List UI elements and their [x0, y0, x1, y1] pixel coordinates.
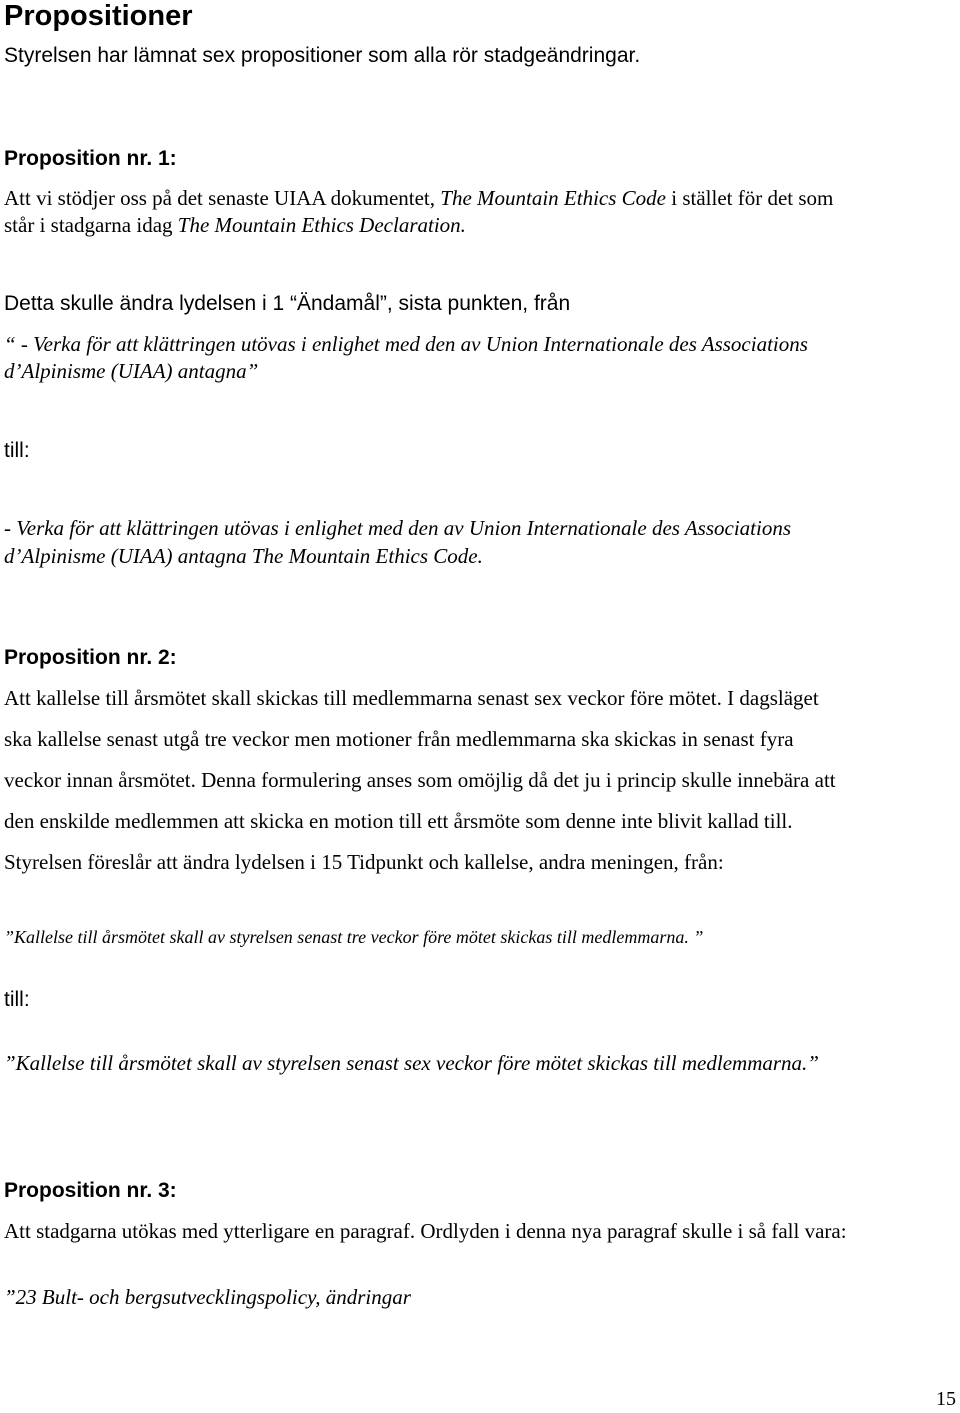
proposition-1-to-quote-line-2: d’Alpinisme (UIAA) antagna The Mountain Ethics Code.	[4, 544, 483, 568]
intro-paragraph: Styrelsen har lämnat sex propositioner som alla rör stadgeändringar.	[4, 44, 641, 67]
proposition-2-line-3: veckor innan årsmötet. Denna formulering anses som omöjlig då det ju i princip skulle innebära att	[4, 768, 836, 792]
proposition-2-from-quote: ”Kallelse till årsmötet skall av styrelsen senast tre veckor före mötet skickas till medlemmarna. ”	[4, 927, 704, 947]
mountain-ethics-declaration-title: The Mountain Ethics Declaration.	[177, 213, 466, 237]
page-number: 15	[936, 1388, 956, 1410]
proposition-1-change-statement: Detta skulle ändra lydelsen i 1 “Ändamål”, sista punkten, från	[4, 292, 571, 315]
proposition-1-text-line-1	[4, 186, 833, 211]
proposition-2-line-5: Styrelsen föreslår att ändra lydelsen i 15 Tidpunkt och kallelse, andra meningen, från:	[4, 850, 724, 874]
proposition-1-from-quote-line-1: “ - Verka för att klättringen utövas i enlighet med den av Union Internationale des Associations	[4, 332, 808, 356]
proposition-1-text-end: i stället för det som	[671, 186, 834, 210]
proposition-1-text-start: Att vi stödjer oss på det senaste UIAA dokumentet,	[4, 186, 436, 210]
proposition-3-quote: ”23 Bult- och bergsutvecklingspolicy, ändringar	[4, 1285, 411, 1309]
mountain-ethics-code-title: The Mountain Ethics Code	[440, 186, 666, 210]
proposition-1-heading: Proposition nr. 1:	[4, 147, 177, 170]
proposition-3-text: Att stadgarna utökas med ytterligare en paragraf. Ordlyden i denna nya paragraf skulle i så fall vara:	[4, 1219, 847, 1243]
page-title: Propositioner	[4, 0, 193, 32]
proposition-1-text-line-2	[4, 213, 466, 238]
proposition-1-text-line-2-start: står i stadgarna idag	[4, 213, 173, 237]
proposition-3-heading: Proposition nr. 3:	[4, 1179, 177, 1202]
proposition-2-line-1: Att kallelse till årsmötet skall skickas till medlemmarna senast sex veckor före mötet. I dagsläget	[4, 686, 819, 710]
proposition-2-heading: Proposition nr. 2:	[4, 646, 177, 669]
proposition-2-till-label: till:	[4, 988, 30, 1011]
proposition-1-from-quote-line-2: d’Alpinisme (UIAA) antagna”	[4, 359, 259, 383]
proposition-2-line-4: den enskilde medlemmen att skicka en motion till ett årsmöte som denne inte blivit kallad till.	[4, 809, 793, 833]
proposition-1-to-quote-line-1: - Verka för att klättringen utövas i enlighet med den av Union Internationale des Associations	[4, 516, 791, 540]
proposition-2-line-2: ska kallelse senast utgå tre veckor men motioner från medlemmarna ska skickas in senast fyra	[4, 727, 794, 751]
proposition-2-to-quote: ”Kallelse till årsmötet skall av styrelsen senast sex veckor före mötet skickas till medlemmarna.”	[4, 1051, 819, 1075]
proposition-1-till-label: till:	[4, 439, 30, 462]
